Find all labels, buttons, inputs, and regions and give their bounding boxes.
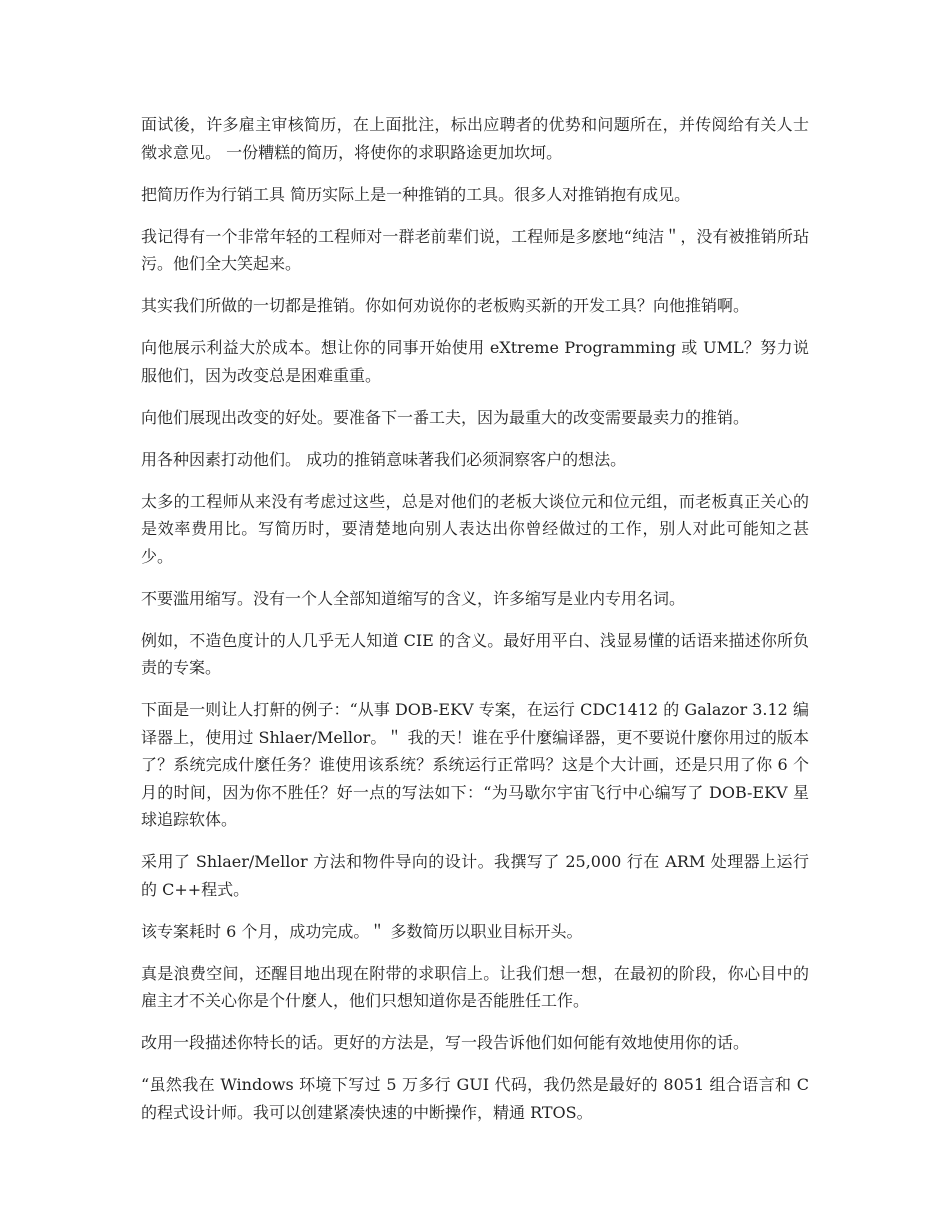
paragraph-show-benefits: 向他们展现出改变的好处。要准备下一番工夫，因为最重大的改变需要最卖力的推销。 <box>141 407 750 427</box>
paragraph-young-engineer: 我记得有一个非常年轻的工程师对一群老前辈们说，工程师是多麽地“纯洁＂，没有被推销所玷污。他们全大笑起来。 <box>141 226 809 273</box>
paragraph-boring-example: 下面是一则让人打鼾的例子：“从事 DOB-EKV 专案，在运行 CDC1412 的 Galazor 3.12 编译器上，使用过 Shlaer/Mellor。＂ 我的天！谁在乎什麼编译器，更不要说什麼你用过的版本了？系统完成什麼任务？谁使用该系统？系统运行正常吗？这是个大计画，还是只用了你 6 个月的时间，因为你不胜任？好一点的写法如下：“为马歇尔宇宙飞行中心编写了 DOB-EKV 星球追踪软体。 <box>141 700 809 829</box>
document-body <box>141 111 809 1141</box>
paragraph-benefits-over-cost: 向他展示利益大於成本。想让你的同事开始使用 eXtreme Programming 或 UML？努力说服他们，因为改变总是困难重重。 <box>141 338 809 385</box>
paragraph-shlaer-mellor: 采用了 Shlaer/Mellor 方法和物件导向的设计。我撰写了 25,000 行在 ARM 处理器上运行的 C++程式。 <box>141 852 809 899</box>
paragraph-bits-and-bytes: 太多的工程师从来没有考虑过这些，总是对他们的老板大谈位元和位元组，而老板真正关心的是效率费用比。写简历时，要清楚地向别人表达出你曾经做过的工作，别人对此可能知之甚少。 <box>141 491 809 566</box>
paragraph-wasted-space: 真是浪费空间，还醒目地出现在附带的求职信上。让我们想一想，在最初的阶段，你心目中的雇主才不关心你是个什麼人，他们只想知道你是否能胜任工作。 <box>141 963 809 1010</box>
paragraph-cie-example: 例如，不造色度计的人几乎无人知道 CIE 的含义。最好用平白、浅显易懂的话语来描述你所负责的专案。 <box>141 630 809 677</box>
paragraph-everything-is-selling: 其实我们所做的一切都是推销。你如何劝说你的老板购买新的开发工具？向他推销啊。 <box>141 296 750 315</box>
paragraph-persuade: 用各种因素打动他们。 成功的推销意味著我们必须洞察客户的想法。 <box>141 449 627 469</box>
paragraph-describe-strengths: 改用一段描述你特长的话。更好的方法是，写一段告诉他们如何能有效地使用你的话。 <box>141 1033 750 1052</box>
paragraph-project-duration: 该专案耗时 6 个月，成功完成。＂ 多数简历以职业目标开头。 <box>141 921 583 941</box>
paragraph-avoid-abbreviations: 不要滥用缩写。没有一个人全部知道缩写的含义，许多缩写是业内专用名词。 <box>141 588 686 608</box>
paragraph-interview-review: 面试後，许多雇主审核简历，在上面批注，标出应聘者的优势和问题所在，并传阅给有关人士徵求意见。 一份糟糕的简历，将使你的求职路途更加坎坷。 <box>141 115 809 162</box>
paragraph-windows-gui: “虽然我在 Windows 环境下写过 5 万多行 GUI 代码，我仍然是最好的 8051 组合语言和 C 的程式设计师。我可以创建紧凑快速的中断操作，精通 RTOS。 <box>141 1075 809 1122</box>
paragraph-resume-as-marketing: 把简历作为行销工具 简历实际上是一种推销的工具。很多人对推销抱有成见。 <box>141 184 691 204</box>
